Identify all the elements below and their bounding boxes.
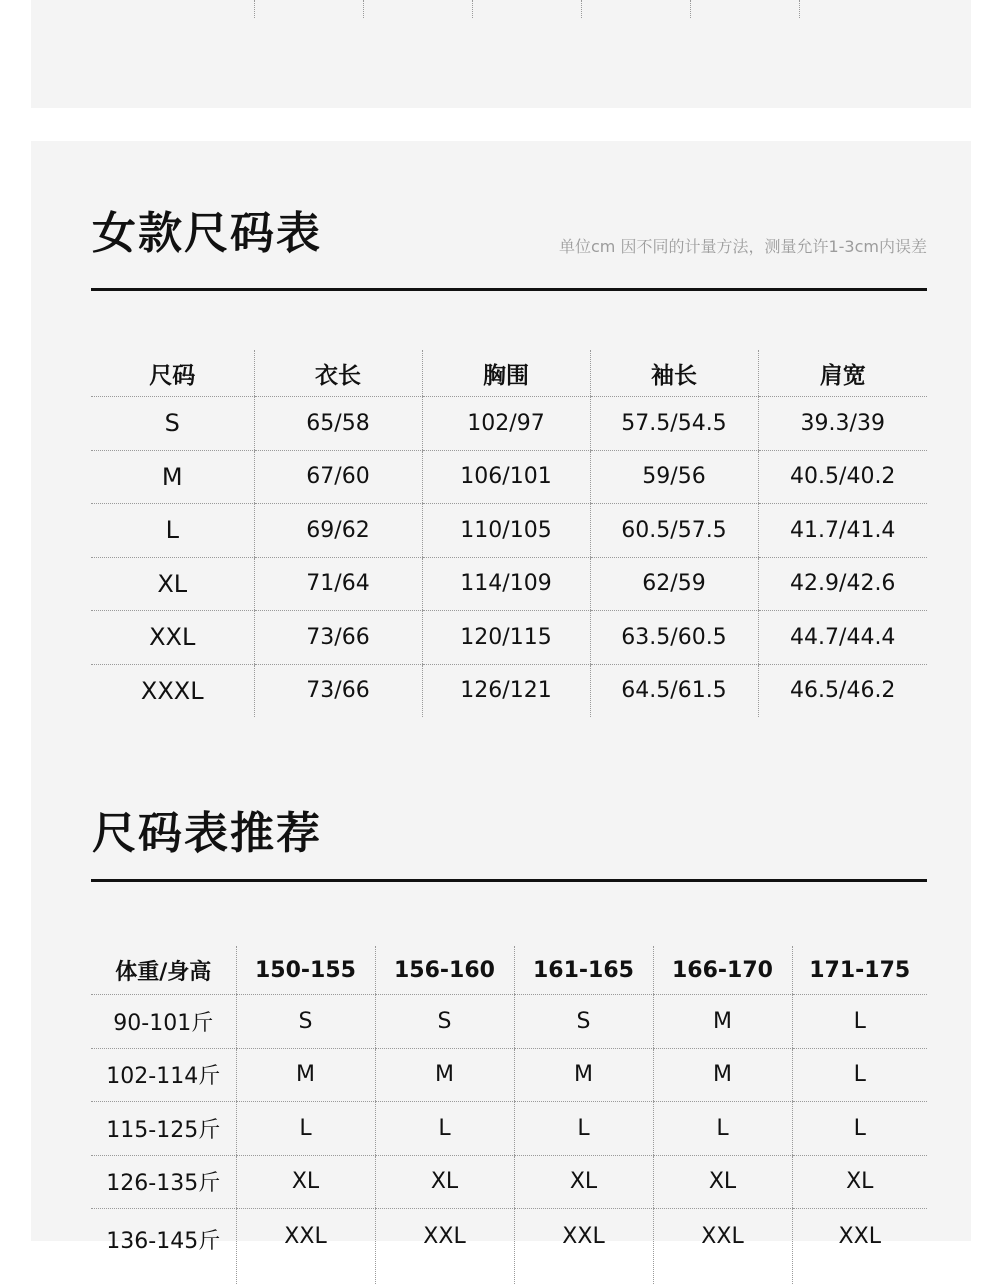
- size-cell: L: [653, 1102, 792, 1156]
- size-cell: XXL: [236, 1209, 375, 1284]
- length-cell: 73/66: [254, 664, 422, 717]
- size-cell: L: [792, 1102, 927, 1156]
- table-row: [91, 504, 927, 558]
- table-row: [91, 1048, 927, 1102]
- weight-cell: 102-114斤: [91, 1048, 236, 1102]
- header-chest: 胸围: [422, 350, 590, 397]
- size-cell: L: [375, 1102, 514, 1156]
- header-height-range: 161-165: [514, 946, 653, 995]
- size-chart-title: 女款尺码表: [92, 208, 322, 260]
- chest-cell: 120/115: [422, 611, 590, 665]
- column-divider: [799, 0, 800, 18]
- shoulder-cell: 41.7/41.4: [758, 504, 927, 558]
- header-height-range: 166-170: [653, 946, 792, 995]
- chest-cell: 102/97: [422, 397, 590, 451]
- column-divider: [472, 0, 473, 18]
- shoulder-cell: 40.5/40.2: [758, 450, 927, 504]
- sleeve-cell: 57.5/54.5: [590, 397, 758, 451]
- shoulder-cell: 42.9/42.6: [758, 557, 927, 611]
- size-cell: XL: [514, 1155, 653, 1209]
- length-cell: 65/58: [254, 397, 422, 451]
- size-cell: M: [236, 1048, 375, 1102]
- size-cell: M: [375, 1048, 514, 1102]
- length-cell: 71/64: [254, 557, 422, 611]
- size-cell: XXL: [653, 1209, 792, 1284]
- header-height-range: 171-175: [792, 946, 927, 995]
- header-sleeve: 袖长: [590, 350, 758, 397]
- size-cell: M: [514, 1048, 653, 1102]
- header-height-range: 150-155: [236, 946, 375, 995]
- previous-section-panel: [31, 0, 971, 108]
- header-weight-height: 体重/身高: [91, 946, 236, 995]
- chest-cell: 114/109: [422, 557, 590, 611]
- size-cell: XXL: [514, 1209, 653, 1284]
- size-cell: M: [653, 1048, 792, 1102]
- size-cell: XL: [375, 1155, 514, 1209]
- weight-cell: 126-135斤: [91, 1155, 236, 1209]
- table-header-row: [91, 350, 927, 397]
- title-divider: [91, 288, 927, 291]
- table-row: [91, 995, 927, 1049]
- size-cell: XL: [91, 557, 254, 611]
- table-row: [91, 557, 927, 611]
- size-cell: XL: [792, 1155, 927, 1209]
- size-cell: M: [91, 450, 254, 504]
- table-row: [91, 664, 927, 717]
- length-cell: 73/66: [254, 611, 422, 665]
- size-cell: S: [236, 995, 375, 1049]
- column-divider: [581, 0, 582, 18]
- sleeve-cell: 59/56: [590, 450, 758, 504]
- shoulder-cell: 46.5/46.2: [758, 664, 927, 717]
- size-cell: XXXL: [91, 664, 254, 717]
- title-divider: [91, 879, 927, 882]
- column-divider: [254, 0, 255, 18]
- length-cell: 67/60: [254, 450, 422, 504]
- sleeve-cell: 64.5/61.5: [590, 664, 758, 717]
- size-cell: XXL: [792, 1209, 927, 1284]
- shoulder-cell: 39.3/39: [758, 397, 927, 451]
- table-row: [91, 1155, 927, 1209]
- measurement-note: 单位cm 因不同的计量方法，测量允许1-3cm内误差: [559, 236, 927, 258]
- sleeve-cell: 62/59: [590, 557, 758, 611]
- table-row: [91, 611, 927, 665]
- header-size: 尺码: [91, 350, 254, 397]
- size-cell: L: [236, 1102, 375, 1156]
- sleeve-cell: 60.5/57.5: [590, 504, 758, 558]
- size-cell: L: [792, 1048, 927, 1102]
- size-recommendation-table: [91, 946, 927, 1284]
- table-row: [91, 1209, 927, 1284]
- chest-cell: 110/105: [422, 504, 590, 558]
- header-shoulder: 肩宽: [758, 350, 927, 397]
- size-cell: S: [375, 995, 514, 1049]
- column-divider: [690, 0, 691, 18]
- weight-cell: 90-101斤: [91, 995, 236, 1049]
- chest-cell: 106/101: [422, 450, 590, 504]
- shoulder-cell: 44.7/44.4: [758, 611, 927, 665]
- table-header-row: [91, 946, 927, 995]
- column-divider: [363, 0, 364, 18]
- size-cell: XXL: [375, 1209, 514, 1284]
- size-cell: M: [653, 995, 792, 1049]
- size-cell: S: [514, 995, 653, 1049]
- size-cell: L: [91, 504, 254, 558]
- size-cell: XL: [653, 1155, 792, 1209]
- size-cell: L: [514, 1102, 653, 1156]
- length-cell: 69/62: [254, 504, 422, 558]
- table-row: [91, 450, 927, 504]
- sleeve-cell: 63.5/60.5: [590, 611, 758, 665]
- chest-cell: 126/121: [422, 664, 590, 717]
- size-cell: L: [792, 995, 927, 1049]
- table-row: [91, 1102, 927, 1156]
- weight-cell: 115-125斤: [91, 1102, 236, 1156]
- header-height-range: 156-160: [375, 946, 514, 995]
- size-chart-table: [91, 350, 927, 717]
- recommendation-title: 尺码表推荐: [92, 808, 322, 860]
- size-cell: S: [91, 397, 254, 451]
- weight-cell: 136-145斤: [91, 1209, 236, 1284]
- table-row: [91, 397, 927, 451]
- size-cell: XL: [236, 1155, 375, 1209]
- header-length: 衣长: [254, 350, 422, 397]
- size-cell: XXL: [91, 611, 254, 665]
